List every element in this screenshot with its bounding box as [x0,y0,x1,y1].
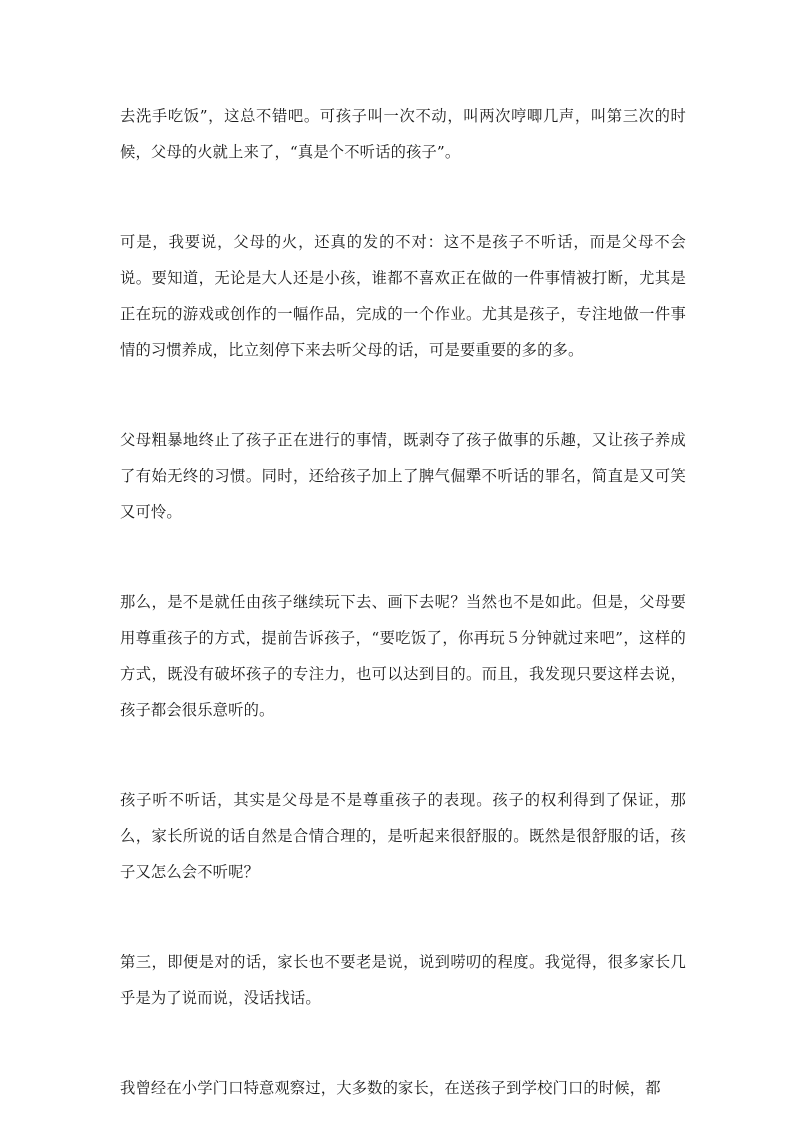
paragraph-6: 第三，即便是对的话，家长也不要老是说，说到唠叨的程度。我觉得，很多家长几乎是为了说而说，没话找话。 [120,953,686,1007]
paragraph-2: 可是，我要说，父母的火，还真的发的不对：这不是孩子不听话，而是父母不会说。要知道，无论是大人还是小孩，谁都不喜欢正在做的一件事情被打断，尤其是正在玩的游戏或创作的一幅作品，完成的一个作业。尤其是孩子，专注地做一件事情的习惯养成，比立刻停下来去听父母的话，可是要重要的多的多。 [120,233,686,359]
document-body [120,98,686,1106]
paragraph-7: 我曾经在小学门口特意观察过，大多数的家长，在送孩子到学校门口的时候，都 [120,1079,661,1097]
paragraph-5: 孩子听不听话，其实是父母是不是尊重孩子的表现。孩子的权利得到了保证，那么，家长所说的话自然是合情合理的，是听起来很舒服的。既然是很舒服的话，孩子又怎么会不听呢？ [120,791,686,881]
paragraph-3: 父母粗暴地终止了孩子正在进行的事情，既剥夺了孩子做事的乐趣，又让孩子养成了有始无终的习惯。同时，还给孩子加上了脾气倔犟不听话的罪名，简直是又可笑又可怜。 [120,431,686,521]
paragraph-4: 那么，是不是就任由孩子继续玩下去、画下去呢？当然也不是如此。但是，父母要用尊重孩子的方式，提前告诉孩子，“要吃饭了，你再玩５分钟就过来吧”，这样的方式，既没有破坏孩子的专注力，也可以达到目的。而且，我发现只要这样去说，孩子都会很乐意听的。 [120,593,686,719]
paragraph-1: 去洗手吃饭”，这总不错吧。可孩子叫一次不动，叫两次哼唧几声，叫第三次的时候，父母的火就上来了，“真是个不听话的孩子”。 [120,107,686,161]
